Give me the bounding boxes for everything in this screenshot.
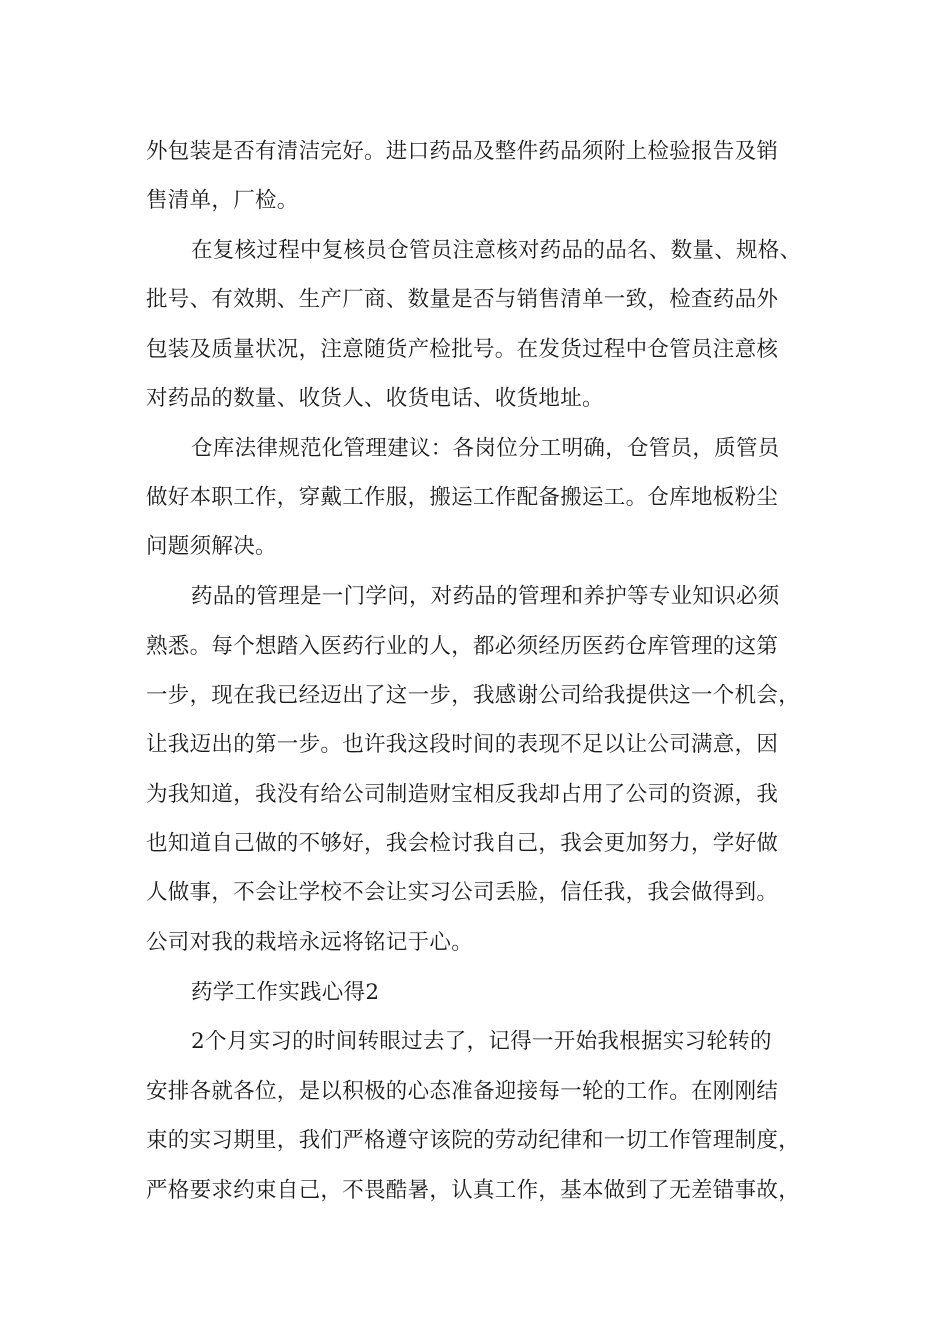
text-line: 对药品的数量、收货人、收货电话、收货地址。	[146, 386, 604, 411]
text-line: 人做事，不会让学校不会让实习公司丢脸，信任我，我会做得到。	[146, 880, 779, 905]
text-line: 售清单，厂检。	[146, 188, 299, 213]
text-line: 做好本职工作，穿戴工作服，搬运工作配备搬运工。仓库地板粉尘	[146, 485, 779, 510]
text-line: 一步，现在我已经迈出了这一步，我感谢公司给我提供这一个机会，	[146, 683, 801, 708]
text-line: 问题须解决。	[146, 534, 277, 559]
paragraph-start-line: 2个月实习的时间转眼过去了，记得一开始我根据实习轮转的	[191, 1029, 772, 1054]
section-heading: 药学工作实践心得2	[191, 980, 380, 1005]
text-line: 包装及质量状况，注意随货产检批号。在发货过程中仓管员注意核	[146, 337, 779, 362]
text-line: 严格要求约束自己，不畏酷暑，认真工作，基本做到了无差错事故，	[146, 1178, 801, 1203]
text-line: 公司对我的栽培永远将铭记于心。	[146, 930, 474, 955]
text-line: 为我知道，我没有给公司制造财宝相反我却占用了公司的资源，我	[146, 782, 779, 807]
text-line: 也知道自己做的不够好，我会检讨我自己，我会更加努力，学好做	[146, 831, 779, 856]
text-line: 束的实习期里，我们严格遵守该院的劳动纪律和一切工作管理制度，	[146, 1128, 801, 1153]
text-line: 安排各就各位，是以积极的心态准备迎接每一轮的工作。在刚刚结	[146, 1079, 779, 1104]
text-line: 外包装是否有清洁完好。进口药品及整件药品须附上检验报告及销	[146, 139, 779, 164]
text-line: 让我迈出的第一步。也许我这段时间的表现不足以让公司满意，因	[146, 732, 779, 757]
paragraph-start-line: 药品的管理是一门学问，对药品的管理和养护等专业知识必须	[191, 584, 780, 609]
text-line: 批号、有效期、生产厂商、数量是否与销售清单一致，检查药品外	[146, 287, 779, 312]
text-line: 熟悉。每个想踏入医药行业的人，都必须经历医药仓库管理的这第	[146, 634, 779, 659]
paragraph-start-line: 仓库法律规范化管理建议：各岗位分工明确，仓管员，质管员	[191, 436, 780, 461]
paragraph-start-line: 在复核过程中复核员仓管员注意核对药品的品名、数量、规格、	[191, 238, 802, 263]
